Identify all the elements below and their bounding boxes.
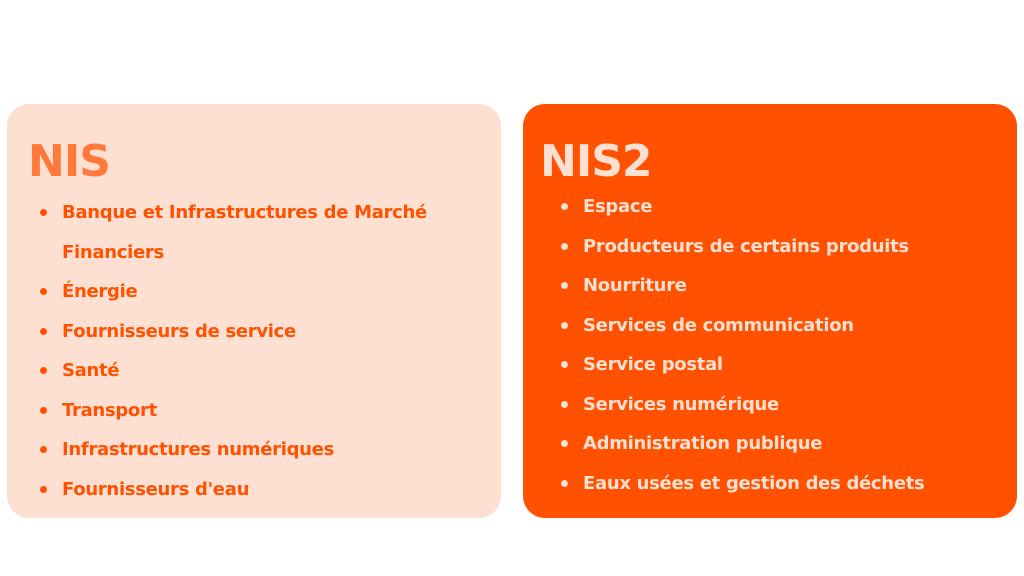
bullet-icon [40, 486, 47, 493]
list-item [40, 430, 480, 470]
list-item-label: Banque et Infrastructures de Marché Financiers [62, 202, 427, 263]
list-item [561, 227, 1001, 267]
nis2-title: NIS2 [540, 136, 652, 187]
bullet-icon [40, 209, 47, 216]
bullet-icon [561, 282, 568, 289]
nis2-sector-list [561, 187, 1001, 503]
nis2-card [523, 104, 1017, 518]
bullet-icon [561, 401, 568, 408]
list-item [40, 391, 480, 431]
list-item-label: Fournisseurs d'eau [62, 478, 250, 500]
list-item-label: Service postal [583, 354, 723, 375]
list-item-label: Transport [62, 399, 157, 421]
list-item [40, 312, 480, 352]
list-item-label: Santé [62, 360, 120, 381]
list-item [561, 187, 1001, 227]
list-item [561, 385, 1001, 425]
list-item-label: Nourriture [583, 275, 687, 296]
list-item-label: Services de communication [583, 314, 854, 336]
bullet-icon [561, 203, 568, 210]
bullet-icon [40, 328, 47, 335]
list-item [40, 193, 480, 272]
list-item [561, 266, 1001, 306]
bullet-icon [40, 367, 47, 374]
bullet-icon [40, 288, 47, 295]
list-item [40, 272, 480, 312]
bullet-icon [561, 480, 568, 487]
list-item-label: Services numérique [583, 393, 779, 415]
list-item-label: Énergie [62, 281, 138, 302]
list-item-label: Administration publique [583, 433, 823, 454]
list-item-label: Infrastructures numériques [62, 439, 334, 460]
bullet-icon [561, 440, 568, 447]
list-item-label: Espace [583, 196, 653, 217]
list-item [561, 345, 1001, 385]
nis-card [7, 104, 501, 518]
list-item [561, 306, 1001, 346]
bullet-icon [561, 361, 568, 368]
bullet-icon [561, 243, 568, 250]
list-item [40, 470, 480, 510]
nis-sector-list [40, 193, 480, 509]
bullet-icon [40, 446, 47, 453]
list-item [561, 464, 1001, 504]
bullet-icon [561, 322, 568, 329]
list-item-label: Producteurs de certains produits [583, 235, 909, 257]
list-item-label: Fournisseurs de service [62, 320, 296, 342]
bullet-icon [40, 407, 47, 414]
list-item-label: Eaux usées et gestion des déchets [583, 472, 925, 494]
list-item [40, 351, 480, 391]
list-item [561, 424, 1001, 464]
nis-title: NIS [28, 136, 110, 187]
